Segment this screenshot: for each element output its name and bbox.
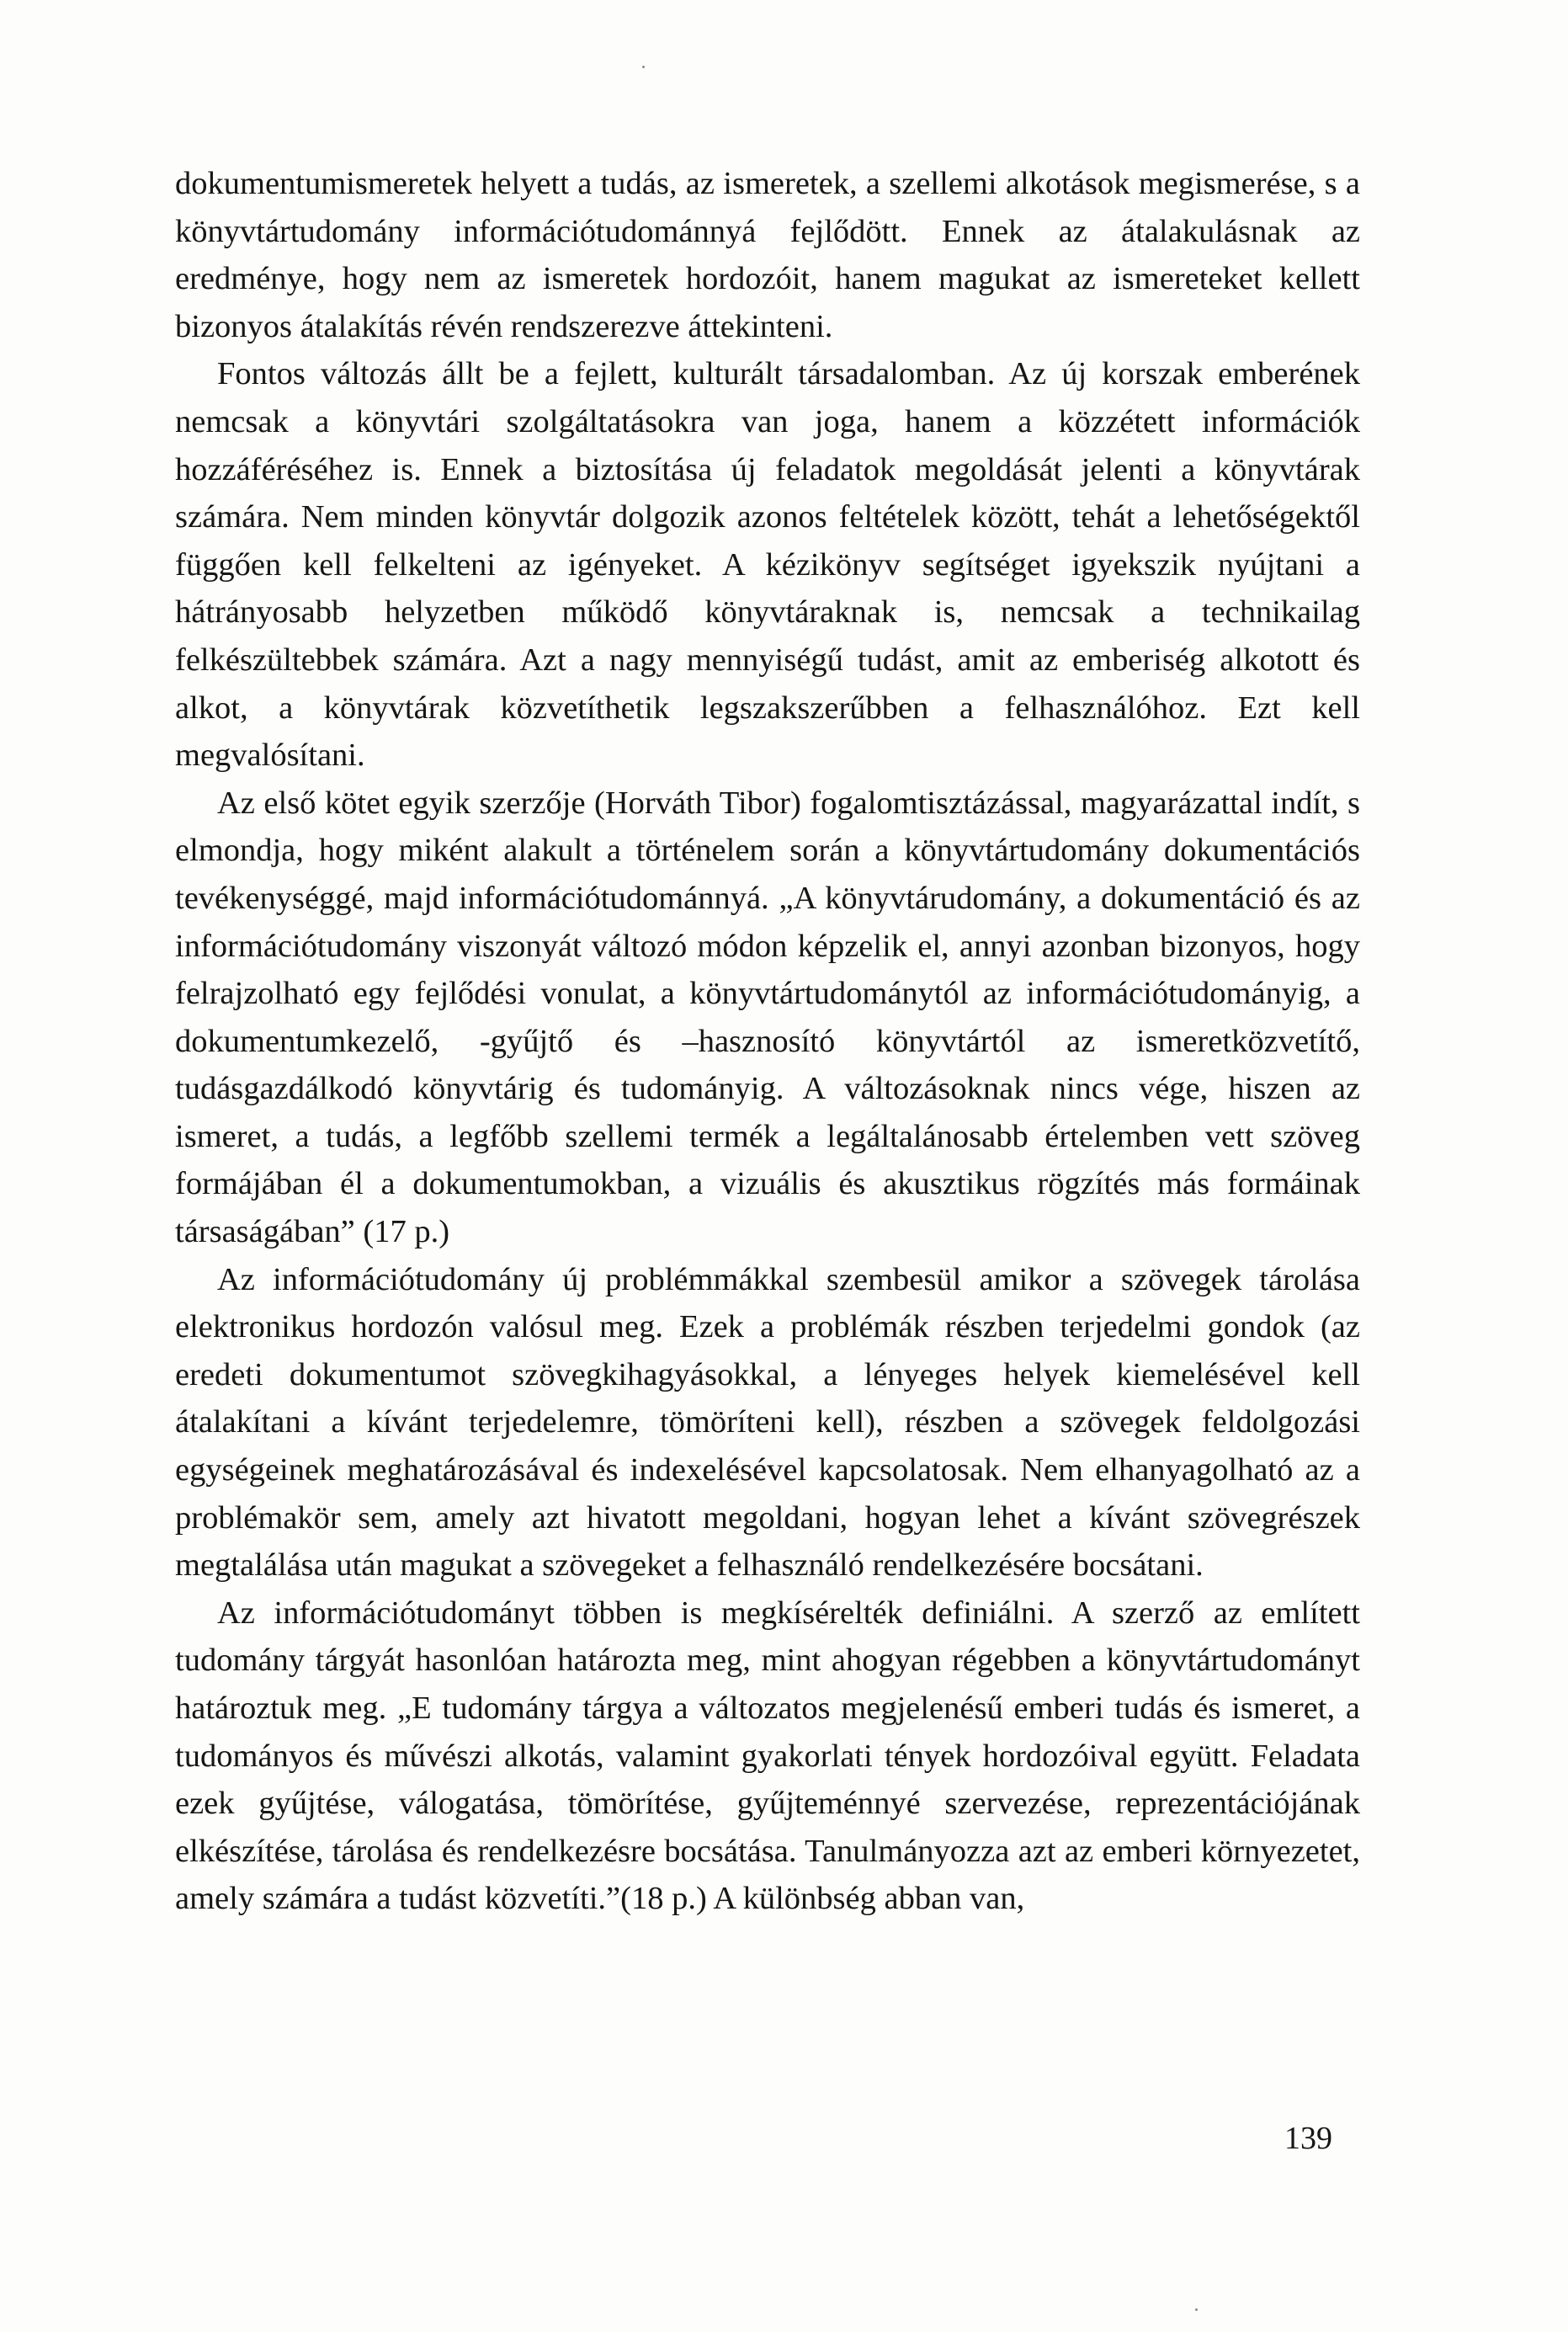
body-text [175, 160, 1360, 1923]
paragraph: Az információtudomány új problémmákkal szembesül amikor a szövegek tárolása elektronikus hordozón valósul meg. Ezek a problémák részben terjedelmi gondok (az eredeti dokumentumot szövegkihagyásokkal, a lényeges helyek kiemelésével kell átalakítani a kívánt terjedelemre, tömöríteni kell), részben a szövegek feldolgozási egységeinek meghatározásával és indexelésével kapcsolatosak. Nem elhanyagolható az a problémakör sem, amely azt hivatott megoldani, hogyan lehet a kívánt szövegrészek megtalálása után magukat a szövegeket a felhasználó rendelkezésére bocsátani. [175, 1261, 1360, 1584]
paragraph: Az információtudományt többen is megkísérelték definiálni. A szerző az említett tudomány tárgyát hasonlóan határozta meg, mint ahogyan régebben a könyvtártudományt határoztuk meg. „E tudomány tárgya a változatos megjelenésű emberi tudás és ismeret, a tudományos és művészi alkotás, valamint gyakorlati tények hordozóival együtt. Feladata ezek gyűjtése, válogatása, tömörítése, gyűjteménnyé szervezése, reprezentációjának elkészítése, tárolása és rendelkezésre bocsátása. Tanulmányozza azt az emberi környezetet, amely számára a tudást közvetíti.”(18 p.) A különbség abban van, [175, 1595, 1360, 1917]
page-number: 139 [1284, 2121, 1332, 2156]
paragraph: dokumentumismeretek helyett a tudás, az ismeretek, a szellemi alkotások megismerése, s a könyvtártudomány információtudománnyá fejlődött. Ennek az átalakulásnak az eredménye, hogy nem az ismeretek hordozóit, hanem magukat az ismereteket kellett bizonyos átalakítás révén rendszerezve áttekinteni. [175, 166, 1360, 344]
paragraph: Fontos változás állt be a fejlett, kulturált társadalomban. Az új korszak emberének nemcsak a könyvtári szolgáltatásokra van joga, hanem a közzétett információk hozzáféréséhez is. Ennek a biztosítása új feladatok megoldását jelenti a könyvtárak számára. Nem minden könyvtár dolgozik azonos feltételek között, tehát a lehetőségektől függően kell felkelteni az igényeket. A kézikönyv segítséget igyekszik nyújtani a hátrányosabb helyzetben működő könyvtáraknak is, nemcsak a technikailag felkészültebbek számára. Azt a nagy mennyiségű tudást, amit az emberiség alkotott és alkot, a könyvtárak közvetíthetik legszakszerűbben a felhasználóhoz. Ezt kell megvalósítani. [175, 356, 1360, 774]
paragraph: Az első kötet egyik szerzője (Horváth Tibor) fogalomtisztázással, magyarázattal indít, s elmondja, hogy miként alakult a történelem során a könyvtártudomány dokumentációs tevékenységgé, majd információtudománnyá. „A könyvtárudomány, a dokumentáció és az információtudomány viszonyát változó módon képzelik el, annyi azonban bizonyos, hogy felrajzolható egy fejlődési vonulat, a könyvtártudománytól az információtudományig, a dokumentumkezelő, -gyűjtő és –hasznosító könyvtártól az ismeretközvetítő, tudásgazdálkodó könyvtárig és tudományig. A változásoknak nincs vége, hiszen az ismeret, a tudás, a legfőbb szellemi termék a legáltalánosabb értelemben vett szöveg formájában él a dokumentumokban, a vizuális és akusztikus rögzítés más formáinak társaságában” (17 p.) [175, 785, 1360, 1250]
scan-speck [1195, 2308, 1198, 2311]
scan-speck [642, 66, 645, 68]
